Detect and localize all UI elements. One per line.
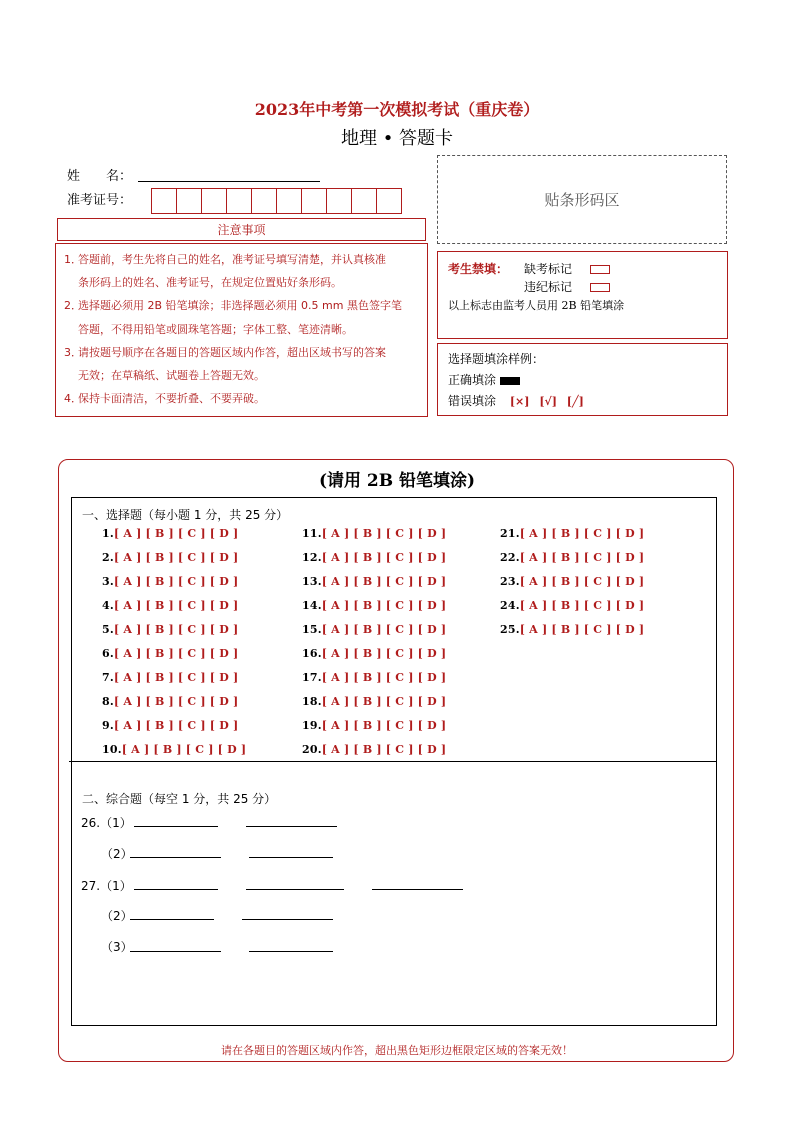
answer-options[interactable]: [ A ] [ B ] [ C ] [ D ] bbox=[121, 743, 247, 756]
q26-2-blank-a[interactable] bbox=[130, 857, 221, 858]
id-number-boxes[interactable] bbox=[151, 188, 401, 214]
q27-2-blank-a[interactable] bbox=[130, 919, 214, 920]
id-digit-box[interactable] bbox=[351, 188, 377, 214]
question-number: 3. bbox=[102, 575, 114, 588]
choice-question-12[interactable] bbox=[302, 551, 446, 564]
violation-label: 违纪标记 bbox=[524, 280, 573, 294]
note-item bbox=[64, 341, 421, 387]
id-digit-box[interactable] bbox=[276, 188, 302, 214]
choice-question-3[interactable] bbox=[102, 575, 238, 588]
choice-section-title: 一、选择题（每小题 1 分，共 25 分） bbox=[82, 508, 289, 522]
question-number: 20. bbox=[302, 743, 322, 756]
q27-3-blank-a[interactable] bbox=[130, 951, 221, 952]
footer-warning: 请在各题目的答题区域内作答，超出黑色矩形边框限定区域的答案无效！ bbox=[221, 1044, 573, 1057]
id-digit-box[interactable] bbox=[201, 188, 227, 214]
note-text: 答题前，考生先将自己的姓名，准考证号填写清楚，并认真核准 bbox=[78, 253, 386, 266]
question-number: 14. bbox=[302, 599, 322, 612]
choice-question-17[interactable] bbox=[302, 671, 446, 684]
q27-part2-label: （2） bbox=[101, 909, 133, 923]
choice-question-24[interactable] bbox=[500, 599, 644, 612]
note-item bbox=[64, 387, 421, 410]
q26-part1-label: 26.（1） bbox=[81, 816, 132, 830]
q27-1-blank-c[interactable] bbox=[372, 889, 463, 890]
question-number: 18. bbox=[302, 695, 322, 708]
q27-part1-label: 27.（1） bbox=[81, 879, 132, 893]
sample-title: 选择题填涂样例： bbox=[448, 352, 545, 366]
question-number: 19. bbox=[302, 719, 322, 732]
note-text-cont: 条形码上的姓名、准考证号，在规定位置贴好条形码。 bbox=[78, 276, 342, 290]
choice-question-14[interactable] bbox=[302, 599, 446, 612]
note-number: 3． bbox=[64, 345, 82, 359]
note-number: 2． bbox=[64, 299, 82, 313]
note-item bbox=[64, 248, 421, 294]
answer-options[interactable]: [ A ] [ B ] [ C ] [ D ] bbox=[321, 599, 447, 612]
choice-question-23[interactable] bbox=[500, 575, 644, 588]
q26-1-blank-a[interactable] bbox=[134, 826, 218, 827]
answer-options[interactable]: [ A ] [ B ] [ C ] [ D ] bbox=[321, 551, 447, 564]
answer-options[interactable]: [ A ] [ B ] [ C ] [ D ] bbox=[321, 743, 447, 756]
violation-mark-box[interactable] bbox=[590, 283, 610, 292]
question-number: 23. bbox=[500, 575, 520, 588]
choice-question-22[interactable] bbox=[500, 551, 644, 564]
answer-options[interactable]: [ A ] [ B ] [ C ] [ D ] bbox=[113, 719, 239, 732]
choice-question-4[interactable] bbox=[102, 599, 238, 612]
wrong-fill-label: 错误填涂 bbox=[448, 394, 497, 408]
question-number: 2. bbox=[102, 551, 114, 564]
note-text: 选择题必须用 2B 铅笔填涂；非选择题必须用 0.5 mm 黑色签字笔 bbox=[78, 299, 402, 313]
q26-part2-label: （2） bbox=[101, 847, 133, 861]
id-digit-box[interactable] bbox=[251, 188, 277, 214]
choice-question-18[interactable] bbox=[302, 695, 446, 708]
question-number: 10. bbox=[102, 743, 122, 756]
question-number: 16. bbox=[302, 647, 322, 660]
question-number: 7. bbox=[102, 671, 114, 684]
answer-options[interactable]: [ A ] [ B ] [ C ] [ D ] bbox=[113, 695, 239, 708]
choice-question-9[interactable] bbox=[102, 719, 238, 732]
answer-options[interactable]: [ A ] [ B ] [ C ] [ D ] bbox=[113, 623, 239, 636]
question-number: 13. bbox=[302, 575, 322, 588]
choice-question-10[interactable] bbox=[102, 743, 246, 756]
notes-heading: 注意事项 bbox=[57, 218, 426, 241]
exam-title: 2023年中考第一次模拟考试（重庆卷） bbox=[254, 100, 540, 119]
answer-options[interactable]: [ A ] [ B ] [ C ] [ D ] bbox=[519, 575, 645, 588]
answer-options[interactable]: [ A ] [ B ] [ C ] [ D ] bbox=[519, 623, 645, 636]
wrong-mark-slash: [╱] bbox=[566, 395, 584, 408]
choice-question-21[interactable] bbox=[500, 527, 644, 540]
choice-question-7[interactable] bbox=[102, 671, 238, 684]
answer-options[interactable]: [ A ] [ B ] [ C ] [ D ] bbox=[321, 671, 447, 684]
essay-section-title: 二、综合题（每空 1 分，共 25 分） bbox=[82, 792, 277, 806]
exam-subtitle: 地理 • 答题卡 bbox=[340, 128, 454, 149]
answer-options[interactable]: [ A ] [ B ] [ C ] [ D ] bbox=[321, 623, 447, 636]
answer-options[interactable]: [ A ] [ B ] [ C ] [ D ] bbox=[113, 575, 239, 588]
id-digit-box[interactable] bbox=[176, 188, 202, 214]
q27-1-blank-b[interactable] bbox=[246, 889, 344, 890]
choice-question-8[interactable] bbox=[102, 695, 238, 708]
note-item bbox=[64, 294, 421, 340]
choice-question-1[interactable] bbox=[102, 527, 238, 540]
answer-options[interactable]: [ A ] [ B ] [ C ] [ D ] bbox=[113, 671, 239, 684]
id-digit-box[interactable] bbox=[301, 188, 327, 214]
ban-note: 以上标志由监考人员用 2B 铅笔填涂 bbox=[448, 299, 625, 312]
question-number: 6. bbox=[102, 647, 114, 660]
answer-options[interactable]: [ A ] [ B ] [ C ] [ D ] bbox=[113, 551, 239, 564]
question-number: 25. bbox=[500, 623, 520, 636]
answer-options[interactable]: [ A ] [ B ] [ C ] [ D ] bbox=[321, 719, 447, 732]
absent-label: 缺考标记 bbox=[524, 262, 573, 276]
q27-2-blank-b[interactable] bbox=[242, 919, 333, 920]
id-digit-box[interactable] bbox=[326, 188, 352, 214]
q27-3-blank-b[interactable] bbox=[249, 951, 333, 952]
choice-question-2[interactable] bbox=[102, 551, 238, 564]
note-number: 4． bbox=[64, 392, 82, 406]
barcode-label: 贴条形码区 bbox=[544, 191, 620, 209]
question-number: 1. bbox=[102, 527, 114, 540]
choice-question-19[interactable] bbox=[302, 719, 446, 732]
choice-question-5[interactable] bbox=[102, 623, 238, 636]
question-number: 9. bbox=[102, 719, 114, 732]
question-number: 12. bbox=[302, 551, 322, 564]
barcode-area bbox=[437, 155, 727, 244]
wrong-mark-cross: [×] bbox=[509, 395, 530, 408]
note-text-cont: 答题，不得用铅笔或圆珠笔答题；字体工整、笔迹清晰。 bbox=[78, 322, 353, 336]
choice-question-13[interactable] bbox=[302, 575, 446, 588]
choice-question-16[interactable] bbox=[302, 647, 446, 660]
answer-options[interactable]: [ A ] [ B ] [ C ] [ D ] bbox=[113, 599, 239, 612]
question-number: 24. bbox=[500, 599, 520, 612]
section-divider bbox=[69, 761, 716, 762]
answer-options[interactable]: [ A ] [ B ] [ C ] [ D ] bbox=[113, 527, 239, 540]
question-number: 4. bbox=[102, 599, 114, 612]
answer-options[interactable]: [ A ] [ B ] [ C ] [ D ] bbox=[519, 551, 645, 564]
answer-options[interactable]: [ A ] [ B ] [ C ] [ D ] bbox=[519, 527, 645, 540]
q27-1-blank-a[interactable] bbox=[134, 889, 218, 890]
question-number: 17. bbox=[302, 671, 322, 684]
ban-label: 考生禁填： bbox=[448, 262, 509, 276]
fill-sample-box bbox=[437, 343, 728, 416]
name-field[interactable] bbox=[138, 181, 320, 182]
wrong-mark-check: [√] bbox=[539, 395, 557, 408]
correct-fill-mark bbox=[500, 377, 520, 385]
choice-question-6[interactable] bbox=[102, 647, 238, 660]
choice-question-20[interactable] bbox=[302, 743, 446, 756]
answer-options[interactable]: [ A ] [ B ] [ C ] [ D ] bbox=[321, 527, 447, 540]
choice-question-25[interactable] bbox=[500, 623, 644, 636]
question-number: 11. bbox=[302, 527, 322, 540]
note-text-cont: 无效；在草稿纸、试题卷上答题无效。 bbox=[78, 369, 265, 383]
choice-question-11[interactable] bbox=[302, 527, 446, 540]
answer-options[interactable]: [ A ] [ B ] [ C ] [ D ] bbox=[519, 599, 645, 612]
id-digit-box[interactable] bbox=[151, 188, 177, 214]
absent-mark-box[interactable] bbox=[590, 265, 610, 274]
id-label: 准考证号： bbox=[67, 193, 133, 208]
q26-1-blank-b[interactable] bbox=[246, 826, 337, 827]
answer-options[interactable]: [ A ] [ B ] [ C ] [ D ] bbox=[113, 647, 239, 660]
q27-part3-label: （3） bbox=[101, 940, 133, 954]
id-digit-box[interactable] bbox=[376, 188, 402, 214]
id-digit-box[interactable] bbox=[226, 188, 252, 214]
answer-options[interactable]: [ A ] [ B ] [ C ] [ D ] bbox=[321, 695, 447, 708]
notes-list bbox=[55, 243, 428, 417]
note-text: 保持卡面清洁，不要折叠、不要弄破。 bbox=[78, 392, 265, 406]
question-number: 8. bbox=[102, 695, 114, 708]
answer-area-title: (请用 2B 铅笔填涂) bbox=[318, 471, 476, 491]
choice-question-15[interactable] bbox=[302, 623, 446, 636]
q26-2-blank-b[interactable] bbox=[249, 857, 333, 858]
answer-options[interactable]: [ A ] [ B ] [ C ] [ D ] bbox=[321, 647, 447, 660]
note-number: 1． bbox=[64, 253, 82, 266]
name-label: 姓 名： bbox=[67, 169, 133, 184]
question-number: 21. bbox=[500, 527, 520, 540]
correct-fill-label: 正确填涂 bbox=[448, 373, 497, 387]
question-number: 5. bbox=[102, 623, 114, 636]
question-number: 15. bbox=[302, 623, 322, 636]
note-text: 请按题号顺序在各题目的答题区域内作答，超出区域书写的答案 bbox=[78, 345, 386, 359]
answer-options[interactable]: [ A ] [ B ] [ C ] [ D ] bbox=[321, 575, 447, 588]
invigilator-box bbox=[437, 251, 728, 339]
question-number: 22. bbox=[500, 551, 520, 564]
